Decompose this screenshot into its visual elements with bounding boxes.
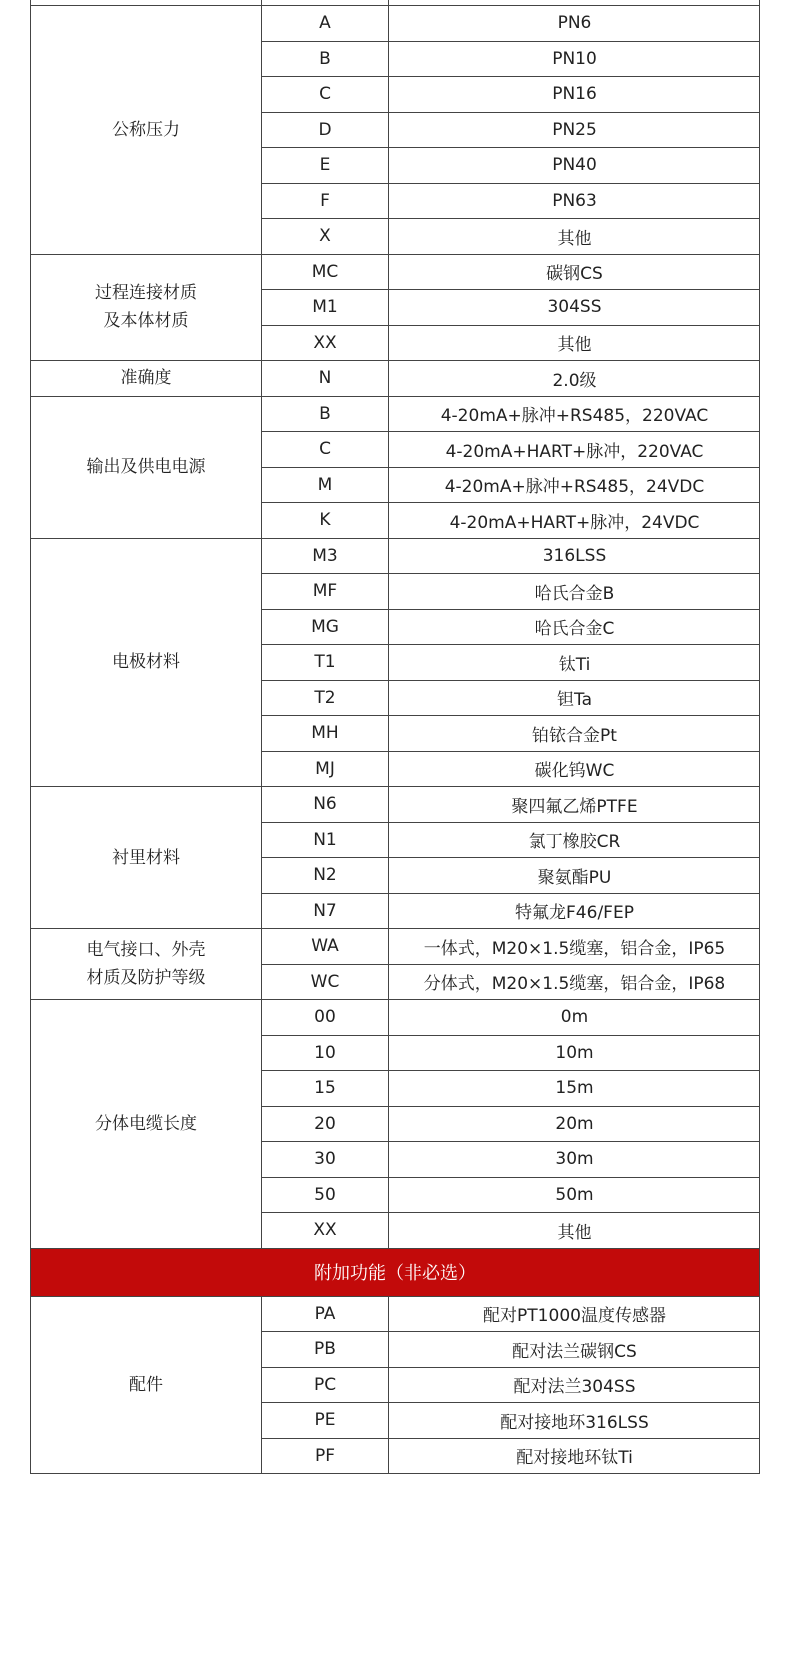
table-row <box>262 1403 760 1439</box>
option-description: 4-20mA+HART+脉冲，24VDC <box>449 512 700 533</box>
option-description: 4-20mA+脉冲+RS485，220VAC <box>440 406 709 427</box>
option-code: M1 <box>262 290 389 325</box>
option-code: C <box>262 432 389 467</box>
option-code: N7 <box>262 894 389 929</box>
option-description: 配对接地环钛Ti <box>516 1448 633 1469</box>
option-code: N1 <box>262 823 389 858</box>
table-row <box>262 965 760 1001</box>
table-row <box>262 1332 760 1368</box>
table-row <box>262 1071 760 1107</box>
option-description: 4-20mA+HART+脉冲，220VAC <box>445 441 704 462</box>
option-code: PC <box>262 1368 389 1403</box>
option-code: T1 <box>262 645 389 680</box>
option-code: A <box>262 6 389 41</box>
option-description: 20m <box>555 1113 594 1134</box>
option-code: 20 <box>262 1107 389 1142</box>
table-row <box>262 610 760 646</box>
table-row <box>262 148 760 184</box>
option-code: E <box>262 148 389 183</box>
table-row <box>262 326 760 362</box>
option-code: PE <box>262 1403 389 1438</box>
table-row <box>262 503 760 539</box>
table-row <box>262 290 760 326</box>
table-row <box>262 77 760 113</box>
option-description: 铂铱合金Pt <box>532 725 617 746</box>
table-row <box>262 1297 760 1333</box>
option-description: 配对PT1000温度传感器 <box>483 1306 666 1327</box>
group-label: 配件 <box>31 1297 262 1475</box>
option-description: 其他 <box>557 228 592 249</box>
option-code: MC <box>262 255 389 290</box>
table-row <box>262 645 760 681</box>
option-code: XX <box>262 1213 389 1248</box>
option-description: 配对法兰304SS <box>513 1377 636 1398</box>
option-description: 15m <box>555 1078 594 1099</box>
table-row <box>262 184 760 220</box>
option-code: PB <box>262 1332 389 1367</box>
option-code: X <box>262 219 389 254</box>
option-description: PN10 <box>552 48 597 69</box>
option-description: 特氟龙F46/FEP <box>515 903 634 924</box>
option-description: 钛Ti <box>558 654 591 675</box>
option-code: N6 <box>262 787 389 822</box>
option-description: 聚四氟乙烯PTFE <box>511 796 638 817</box>
table-row <box>262 929 760 965</box>
table-row <box>262 1178 760 1214</box>
option-description: 10m <box>555 1042 594 1063</box>
table-row <box>262 1439 760 1475</box>
option-description: 50m <box>555 1184 594 1205</box>
option-code: 50 <box>262 1178 389 1213</box>
table-row <box>262 1213 760 1249</box>
option-code: B <box>262 397 389 432</box>
option-code: K <box>262 503 389 538</box>
table-row <box>262 1036 760 1072</box>
option-description: 碳钢CS <box>546 264 603 285</box>
group-label: 过程连接材质 及本体材质 <box>31 255 262 362</box>
option-code: MF <box>262 574 389 609</box>
option-description: 氯丁橡胶CR <box>528 832 621 853</box>
table-row <box>262 219 760 255</box>
table-row <box>262 113 760 149</box>
option-code: WC <box>262 965 389 1000</box>
option-description: 一体式，M20×1.5缆塞，铝合金，IP65 <box>423 938 726 959</box>
table-row <box>262 716 760 752</box>
option-code <box>262 0 389 5</box>
option-description <box>389 0 760 5</box>
group-label: 电极材料 <box>31 539 262 788</box>
option-code: MG <box>262 610 389 645</box>
table-row <box>262 42 760 78</box>
table-row <box>262 539 760 575</box>
option-description: PN63 <box>552 190 597 211</box>
table-row <box>262 787 760 823</box>
option-code: 00 <box>262 1000 389 1035</box>
option-code: T2 <box>262 681 389 716</box>
option-description: PN6 <box>557 13 592 34</box>
table-row <box>262 574 760 610</box>
table-row <box>262 6 760 42</box>
option-description: 2.0级 <box>552 370 597 391</box>
option-description: 30m <box>555 1149 594 1170</box>
option-code: MH <box>262 716 389 751</box>
table-row <box>262 432 760 468</box>
group-label: 电气接口、外壳 材质及防护等级 <box>31 929 262 1000</box>
option-description: 哈氏合金B <box>534 583 615 604</box>
table-row <box>262 1107 760 1143</box>
table-row <box>262 1000 760 1036</box>
option-code: N2 <box>262 858 389 893</box>
section-banner: 附加功能（非必选） <box>31 1249 759 1297</box>
option-description: 304SS <box>547 297 602 318</box>
option-description: 其他 <box>557 335 592 356</box>
option-code: D <box>262 113 389 148</box>
option-description: 钽Ta <box>557 690 592 711</box>
table-row <box>262 255 760 291</box>
table-row <box>262 858 760 894</box>
table-row <box>262 468 760 504</box>
group-label: 分体电缆长度 <box>31 1000 262 1249</box>
option-code: M <box>262 468 389 503</box>
table-row <box>262 1142 760 1178</box>
option-description: 聚氨酯PU <box>537 867 612 888</box>
table-row <box>262 894 760 930</box>
table-row <box>262 361 760 397</box>
option-description: 0m <box>560 1007 589 1028</box>
table-row <box>262 823 760 859</box>
option-code: F <box>262 184 389 219</box>
option-description: 分体式，M20×1.5缆塞，铝合金，IP68 <box>423 974 726 995</box>
option-code: PA <box>262 1297 389 1332</box>
option-code: WA <box>262 929 389 964</box>
table-row <box>262 1368 760 1404</box>
option-description: 配对法兰碳钢CS <box>512 1341 637 1362</box>
option-description: PN16 <box>552 84 597 105</box>
group-label: 公称压力 <box>31 6 262 255</box>
table-row <box>262 397 760 433</box>
option-code: M3 <box>262 539 389 574</box>
option-description: PN40 <box>552 155 597 176</box>
option-description: 配对接地环316LSS <box>500 1412 649 1433</box>
spec-table <box>30 0 760 1474</box>
option-code: PF <box>262 1439 389 1474</box>
option-description: 316LSS <box>542 545 607 566</box>
group-label: 输出及供电电源 <box>31 397 262 539</box>
option-code: 10 <box>262 1036 389 1071</box>
table-row <box>262 681 760 717</box>
option-code: 30 <box>262 1142 389 1177</box>
option-code: N <box>262 361 389 396</box>
option-description: 碳化钨WC <box>534 761 615 782</box>
option-description: 4-20mA+脉冲+RS485，24VDC <box>444 477 705 498</box>
option-description: 其他 <box>557 1222 592 1243</box>
option-code: XX <box>262 326 389 361</box>
option-code: C <box>262 77 389 112</box>
option-description: 哈氏合金C <box>534 619 615 640</box>
group-label: 衬里材料 <box>31 787 262 929</box>
option-code: B <box>262 42 389 77</box>
option-description: PN25 <box>552 119 597 140</box>
option-code: 15 <box>262 1071 389 1106</box>
group-label: 准确度 <box>31 361 262 397</box>
table-row <box>262 752 760 788</box>
option-code: MJ <box>262 752 389 787</box>
